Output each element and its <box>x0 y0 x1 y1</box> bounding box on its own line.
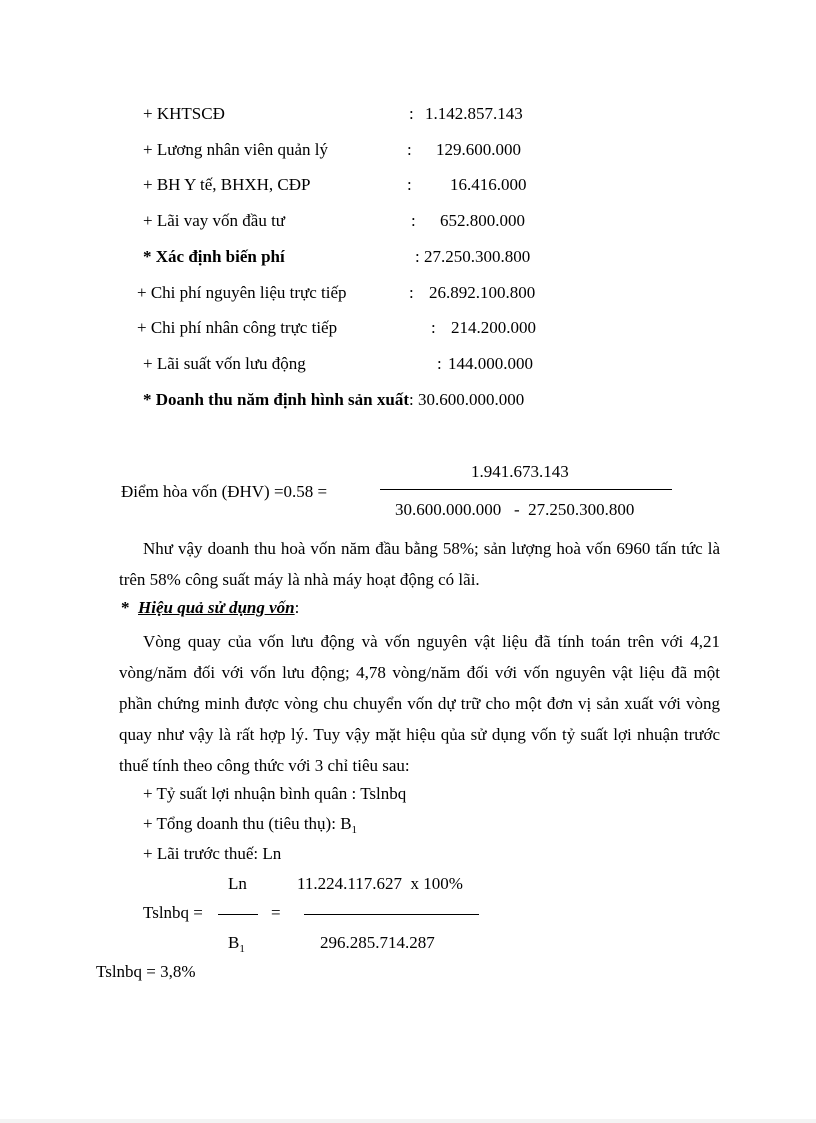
formula-lhs: Tslnbq = <box>143 903 203 922</box>
variable-cost-colon: : <box>431 318 436 337</box>
formula-denominator-symbol <box>228 933 245 955</box>
variable-cost-label: + Chi phí nhân công trực tiếp <box>137 318 338 337</box>
formula-denominator-letter: B <box>228 933 240 952</box>
indicator-subscript: 1 <box>351 824 358 836</box>
cost-value: 652.800.000 <box>440 211 525 230</box>
cost-value: 1.142.857.143 <box>425 104 523 123</box>
capital-efficiency-paragraph <box>119 626 720 781</box>
variable-cost-label: + Chi phí nguyên liệu trực tiếp <box>137 283 347 302</box>
formula-fraction-bar-right <box>304 914 479 915</box>
cost-colon: : <box>407 175 412 194</box>
cost-colon: : <box>411 211 416 230</box>
cost-colon: : <box>407 140 412 159</box>
variable-cost-value: 26.892.100.800 <box>429 283 536 302</box>
breakeven-numerator: 1.941.673.143 <box>471 462 569 481</box>
indicator-text: + Lãi trước thuế: Ln <box>143 844 282 863</box>
cost-row <box>0 175 816 199</box>
section-title: Hiệu quả sử dụng vốn <box>138 598 295 617</box>
cost-value: 16.416.000 <box>450 175 527 194</box>
cost-row <box>0 104 816 128</box>
indicator-item <box>143 844 281 864</box>
indicator-item <box>143 814 357 836</box>
section-colon: : <box>294 598 300 617</box>
page-bottom-edge <box>0 1119 816 1123</box>
variable-cost-heading-row <box>0 247 816 271</box>
capital-efficiency-paragraph-text: Vòng quay của vốn lưu động và vốn nguyên vật liệu đã tính toán trên với 4,21 vòng/năm đối với vốn lưu động; 4,78 vòng/năm đối với vốn nguyên vật liệu đã một phần chứng minh được vòng chu chuyển vốn dự trữ cho một đơn vị sản xuất với vòng quay như vậy là rất hợp lý. Tuy vậy mặt hiệu qủa sử dụng vốn tỷ suất lợi nhuận trước thuế tính theo công thức với 3 chỉ tiêu sau: <box>119 632 720 775</box>
variable-cost-row <box>0 283 816 307</box>
revenue-heading: * Doanh thu năm định hình sản xuất <box>143 390 409 409</box>
variable-cost-label: + Lãi suất vốn lưu động <box>143 354 306 373</box>
breakeven-denominator: 30.600.000.000 - 27.250.300.800 <box>395 500 635 519</box>
indicator-text: + Tỷ suất lợi nhuận bình quân : Tslnbq <box>143 784 407 803</box>
formula-numerator-value: 11.224.117.627 x 100% <box>297 874 463 893</box>
formula-denominator-value: 296.285.714.287 <box>320 933 435 952</box>
variable-cost-colon: : <box>437 354 442 373</box>
revenue-row <box>0 390 816 414</box>
section-heading <box>121 598 299 618</box>
cost-label: + Lương nhân viên quản lý <box>143 140 329 159</box>
variable-cost-colon: : <box>409 283 414 302</box>
variable-cost-row <box>0 354 816 378</box>
cost-label: + Lãi vay vốn đầu tư <box>143 211 286 230</box>
cost-row <box>0 140 816 164</box>
variable-cost-total: : 27.250.300.800 <box>415 247 531 266</box>
section-star: * <box>121 598 130 617</box>
breakeven-lhs: Điểm hòa vốn (ĐHV) =0.58 = <box>121 482 328 501</box>
variable-cost-row <box>0 318 816 342</box>
formula-equals: = <box>271 903 281 922</box>
formula-numerator-symbol: Ln <box>228 874 247 893</box>
variable-cost-value: 144.000.000 <box>448 354 533 373</box>
formula-fraction-bar-left <box>218 914 258 915</box>
cost-value: 129.600.000 <box>436 140 521 159</box>
variable-cost-heading: * Xác định biến phí <box>143 247 285 266</box>
cost-label: + BH Y tế, BHXH, CĐP <box>143 175 311 194</box>
formula-denominator-subscript: 1 <box>239 943 245 955</box>
result-line: Tslnbq = 3,8% <box>96 962 196 981</box>
indicator-item <box>143 784 406 804</box>
breakeven-paragraph-text: Như vậy doanh thu hoà vốn năm đầu bằng 58%; sản lượng hoà vốn 6960 tấn tức là trên 58% công suất máy là nhà máy hoạt động có lãi. <box>119 539 720 589</box>
cost-label: + KHTSCĐ <box>143 104 225 123</box>
cost-colon: : <box>409 104 414 123</box>
revenue-line <box>143 390 524 410</box>
variable-cost-value: 214.200.000 <box>451 318 536 337</box>
breakeven-fraction-bar <box>380 489 672 490</box>
cost-row <box>0 211 816 235</box>
breakeven-paragraph <box>119 533 720 595</box>
indicator-text: + Tổng doanh thu (tiêu thụ): B <box>143 814 352 833</box>
revenue-value: : 30.600.000.000 <box>408 390 525 409</box>
